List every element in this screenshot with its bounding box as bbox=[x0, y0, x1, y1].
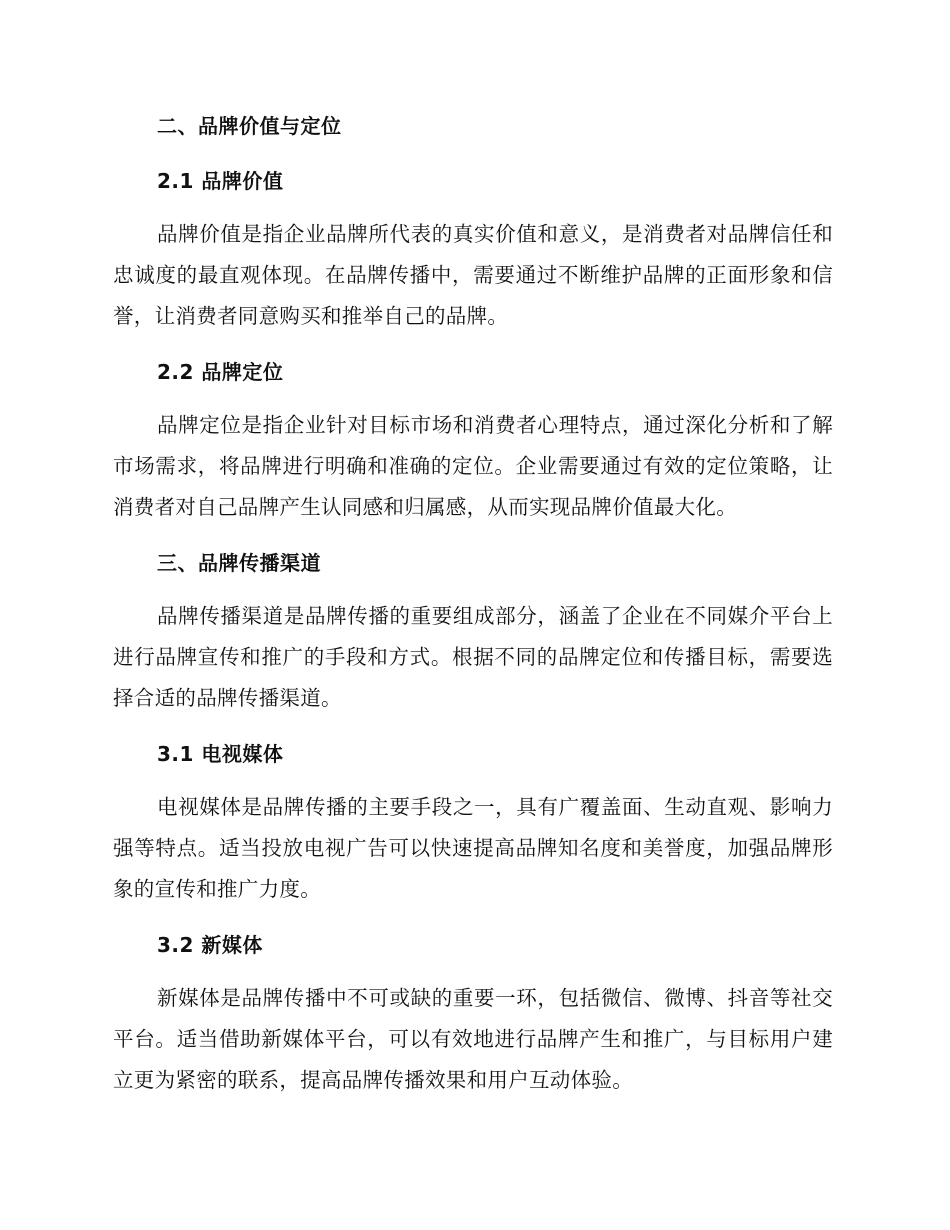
subsection-heading-brand-value: 2.1 品牌价值 bbox=[157, 169, 284, 193]
subsection-heading-brand-positioning: 2.2 品牌定位 bbox=[157, 360, 284, 384]
paragraph-tv-media: 电视媒体是品牌传播的主要手段之一，具有广覆盖面、生动直观、影响力强等特点。适当投放电视广告可以快速提高品牌知名度和美誉度，加强品牌形象的宣传和推广力度。 bbox=[113, 795, 833, 901]
document-body bbox=[113, 104, 833, 1114]
paragraph-new-media: 新媒体是品牌传播中不可或缺的重要一环，包括微信、微博、抖音等社交平台。适当借助新媒体平台，可以有效地进行品牌产生和推广，与目标用户建立更为紧密的联系，提高品牌传播效果和用户互动体验。 bbox=[113, 986, 833, 1092]
section-heading-brand-channels: 三、品牌传播渠道 bbox=[157, 551, 321, 575]
paragraph-brand-positioning: 品牌定位是指企业针对目标市场和消费者心理特点，通过深化分析和了解市场需求，将品牌进行明确和准确的定位。企业需要通过有效的定位策略，让消费者对自己品牌产生认同感和归属感，从而实现品牌价值最大化。 bbox=[113, 413, 833, 519]
paragraph-brand-channels: 品牌传播渠道是品牌传播的重要组成部分，涵盖了企业在不同媒介平台上进行品牌宣传和推广的手段和方式。根据不同的品牌定位和传播目标，需要选择合适的品牌传播渠道。 bbox=[113, 604, 833, 710]
paragraph-brand-value: 品牌价值是指企业品牌所代表的真实价值和意义，是消费者对品牌信任和忠诚度的最直观体现。在品牌传播中，需要通过不断维护品牌的正面形象和信誉，让消费者同意购买和推举自己的品牌。 bbox=[113, 222, 833, 328]
subsection-heading-tv-media: 3.1 电视媒体 bbox=[157, 742, 284, 766]
subsection-heading-new-media: 3.2 新媒体 bbox=[157, 933, 263, 957]
section-heading-brand-value-positioning: 二、品牌价值与定位 bbox=[157, 114, 342, 138]
